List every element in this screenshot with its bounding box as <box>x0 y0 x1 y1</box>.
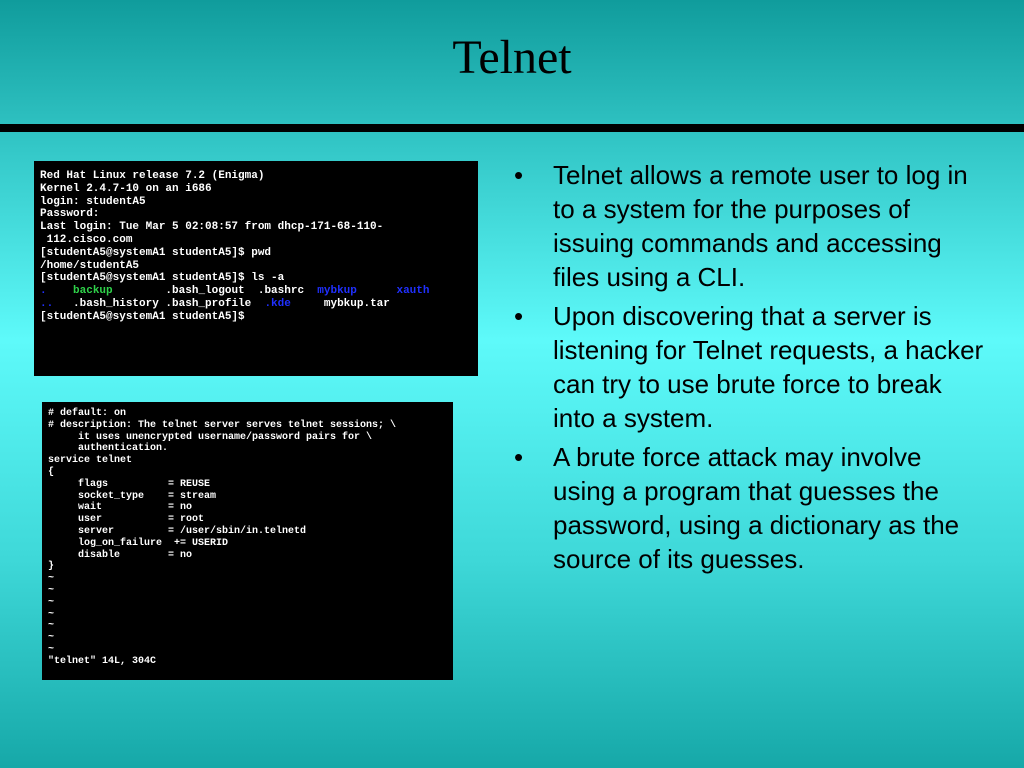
terminal-text: [studentA5@systemA1 studentA5]$ ls -a <box>40 272 285 285</box>
config-line: { <box>48 466 55 478</box>
config-line: ~ <box>48 620 55 632</box>
bullet-text: Upon discovering that a server is listening for Telnet requests, a hacker can try to use brute force to break into a system. <box>553 301 984 433</box>
config-line: service telnet <box>48 455 133 467</box>
config-line: flags = REUSE <box>48 478 211 490</box>
bullet-icon: • <box>514 442 524 472</box>
terminal-line <box>40 221 478 234</box>
slide-title: Telnet <box>452 31 572 84</box>
telnet-config-screenshot <box>42 402 453 680</box>
bullet-icon: • <box>514 301 524 331</box>
config-line: disable = no <box>48 549 193 561</box>
bullet-list <box>510 158 990 581</box>
bullet-item <box>510 299 990 435</box>
config-line: } <box>48 561 55 573</box>
terminal-line <box>40 311 478 324</box>
config-line: server = /user/sbin/in.telnetd <box>48 525 307 537</box>
terminal-line <box>40 170 478 183</box>
terminal-text: xauth <box>396 285 430 298</box>
terminal-text: Red Hat Linux release 7.2 (Enigma) <box>40 170 265 182</box>
config-line: ~ <box>48 643 55 655</box>
terminal-text: login: studentA5 <box>40 195 146 208</box>
bullet-item <box>510 158 990 294</box>
terminal-line <box>40 183 478 196</box>
config-line: ~ <box>48 608 55 620</box>
config-line: ~ <box>48 584 55 596</box>
terminal-text: 112.cisco.com <box>40 233 133 246</box>
bullet-text: A brute force attack may involve using a program that guesses the password, using a dictionary as the source of its guesses. <box>553 442 960 574</box>
title-divider <box>0 124 1024 132</box>
terminal-text: [studentA5@systemA1 studentA5]$ pwd <box>40 246 272 259</box>
config-line: # description: The telnet server serves telnet sessions; \ <box>48 419 397 431</box>
terminal-text: Kernel 2.4.7-10 on an i686 <box>40 182 212 195</box>
terminal-line <box>40 272 478 285</box>
config-line: # default: on <box>48 408 127 419</box>
bullet-item <box>510 440 990 576</box>
terminal-text: mybkup.tar <box>290 297 390 310</box>
terminal-text: .. <box>40 297 74 310</box>
bullet-text: Telnet allows a remote user to log in to a system for the purposes of issuing commands and accessing files using a CLI. <box>553 160 968 292</box>
terminal-line <box>40 285 478 298</box>
terminal-text <box>357 285 397 297</box>
config-line: ~ <box>48 573 55 585</box>
terminal-session-screenshot <box>34 161 478 376</box>
terminal-line <box>40 247 478 260</box>
terminal-line <box>40 260 478 273</box>
terminal-text: . <box>40 285 74 298</box>
terminal-line <box>40 196 478 209</box>
config-line: ~ <box>48 596 55 608</box>
terminal-text: [studentA5@systemA1 studentA5]$ <box>40 310 245 323</box>
terminal-text: /home/studentA5 <box>40 259 140 272</box>
config-line: wait = no <box>48 502 193 514</box>
config-line: socket_type = stream <box>48 490 217 502</box>
config-line: user = root <box>48 514 205 526</box>
terminal-text: backup <box>73 285 113 298</box>
config-line: log_on_failure += USERID <box>48 537 229 549</box>
terminal-text: .kde <box>264 297 291 310</box>
config-line: it uses unencrypted username/password pairs for \ <box>48 431 373 443</box>
terminal-text: Password: <box>40 208 100 221</box>
terminal-text: .bash_logout .bashrc <box>112 285 318 298</box>
terminal-line <box>40 208 478 221</box>
terminal-line <box>40 234 478 247</box>
terminal-line <box>40 298 478 311</box>
config-line: authentication. <box>48 443 169 455</box>
terminal-text: Last login: Tue Mar 5 02:08:57 from dhcp-171-68-110- <box>40 221 384 234</box>
config-line: ~ <box>48 632 55 644</box>
bullet-icon: • <box>514 160 524 190</box>
terminal-text: mybkup <box>317 285 357 298</box>
terminal-text: .bash_history .bash_profile <box>73 297 265 310</box>
config-line: "telnet" 14L, 304C <box>48 655 157 667</box>
